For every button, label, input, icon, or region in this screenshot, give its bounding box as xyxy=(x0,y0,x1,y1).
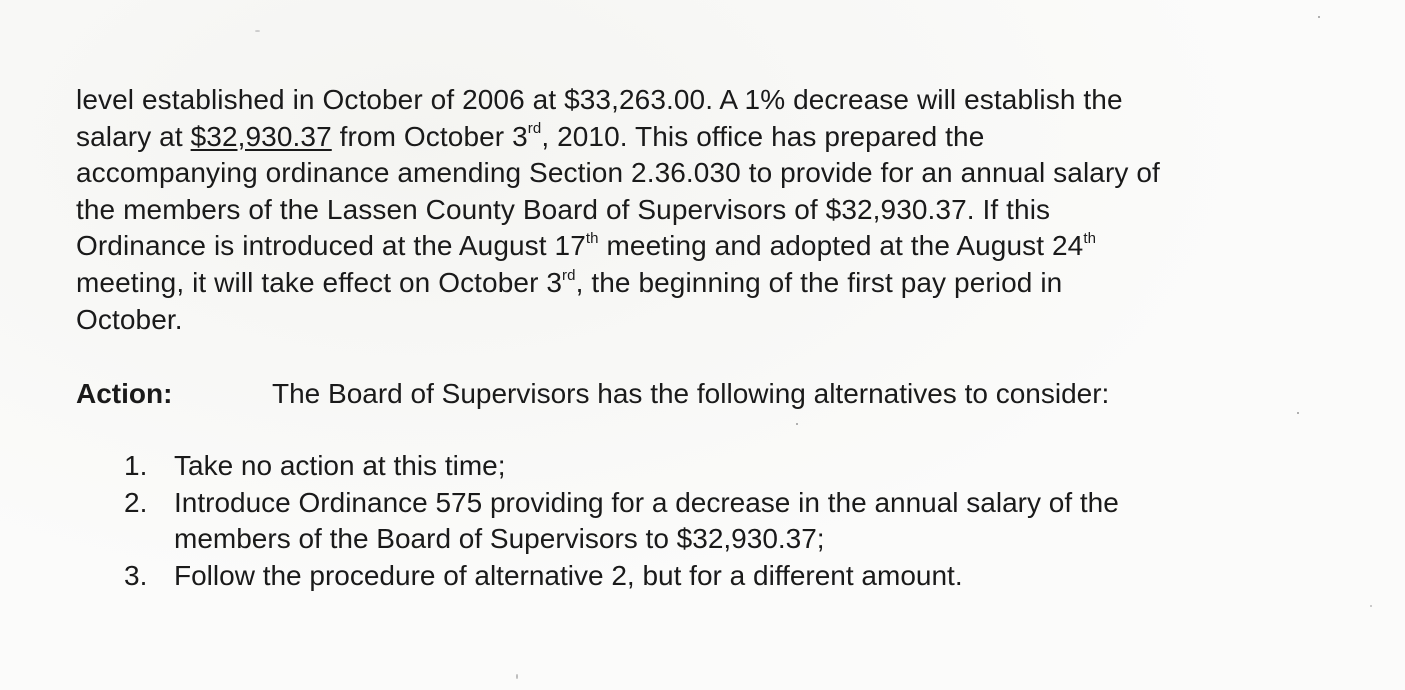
paragraph-line xyxy=(76,155,1366,192)
list-item-text: Follow the procedure of alternative 2, but for a different amount. xyxy=(174,559,963,591)
action-section xyxy=(76,376,1109,412)
action-text: The Board of Supervisors has the following alternatives to consider: xyxy=(272,378,1110,409)
ordinal-suffix: th xyxy=(585,230,599,248)
ordinal-suffix: rd xyxy=(527,120,542,138)
paragraph-text: accompanying ordinance amending Section 2.36.030 to provide for an annual salary of xyxy=(76,157,1160,189)
list-item-number: 3. xyxy=(124,559,148,591)
paragraph-text: salary at xyxy=(76,120,191,152)
list-item xyxy=(124,485,1119,558)
scan-speck xyxy=(1297,412,1299,414)
paragraph-text: , the beginning of the first pay period in xyxy=(575,266,1063,298)
paragraph-line xyxy=(76,265,1366,302)
paragraph-line xyxy=(76,302,1366,339)
list-item-number: 2. xyxy=(124,486,148,518)
ordinal-suffix: th xyxy=(1083,230,1097,248)
scan-speck xyxy=(516,674,518,679)
paragraph-text: October. xyxy=(76,303,183,335)
paragraph-text: Ordinance is introduced at the August 17 xyxy=(76,230,586,262)
paragraph-line xyxy=(76,192,1366,229)
paragraph-line xyxy=(76,82,1366,119)
paragraph-text: level established in October of 2006 at $33,263.00. A 1% decrease will establish the xyxy=(76,84,1123,115)
action-label: Action: xyxy=(76,378,173,409)
scan-speck xyxy=(1370,605,1372,607)
list-item-number: 1. xyxy=(124,450,148,481)
ordinal-suffix: rd xyxy=(562,266,576,284)
scan-speck xyxy=(255,30,260,32)
list-item-text: members of the Board of Supervisors to $32,930.37; xyxy=(174,523,825,554)
paragraph-text: meeting and adopted at the August 24 xyxy=(598,230,1084,262)
scan-speck xyxy=(1318,16,1320,18)
paragraph-text: meeting, it will take effect on October 3 xyxy=(76,266,563,298)
paragraph-line xyxy=(76,228,1366,265)
paragraph-text: from October 3 xyxy=(331,120,528,152)
paragraph-text: , 2010. This office has prepared the xyxy=(541,120,985,152)
list-item xyxy=(124,448,1119,485)
list-item-text: Introduce Ordinance 575 providing for a decrease in the annual salary of the xyxy=(174,486,1119,518)
paragraph-text: the members of the Lassen County Board of Supervisors of $32,930.37. If this xyxy=(76,193,1051,225)
scan-speck xyxy=(796,423,798,425)
list-item xyxy=(124,558,1119,595)
alternatives-list xyxy=(124,448,1119,594)
paragraph-line xyxy=(76,119,1366,156)
body-paragraph xyxy=(76,82,1366,338)
list-item-text: Take no action at this time; xyxy=(174,450,506,481)
underlined-salary-amount: $32,930.37 xyxy=(190,120,332,152)
